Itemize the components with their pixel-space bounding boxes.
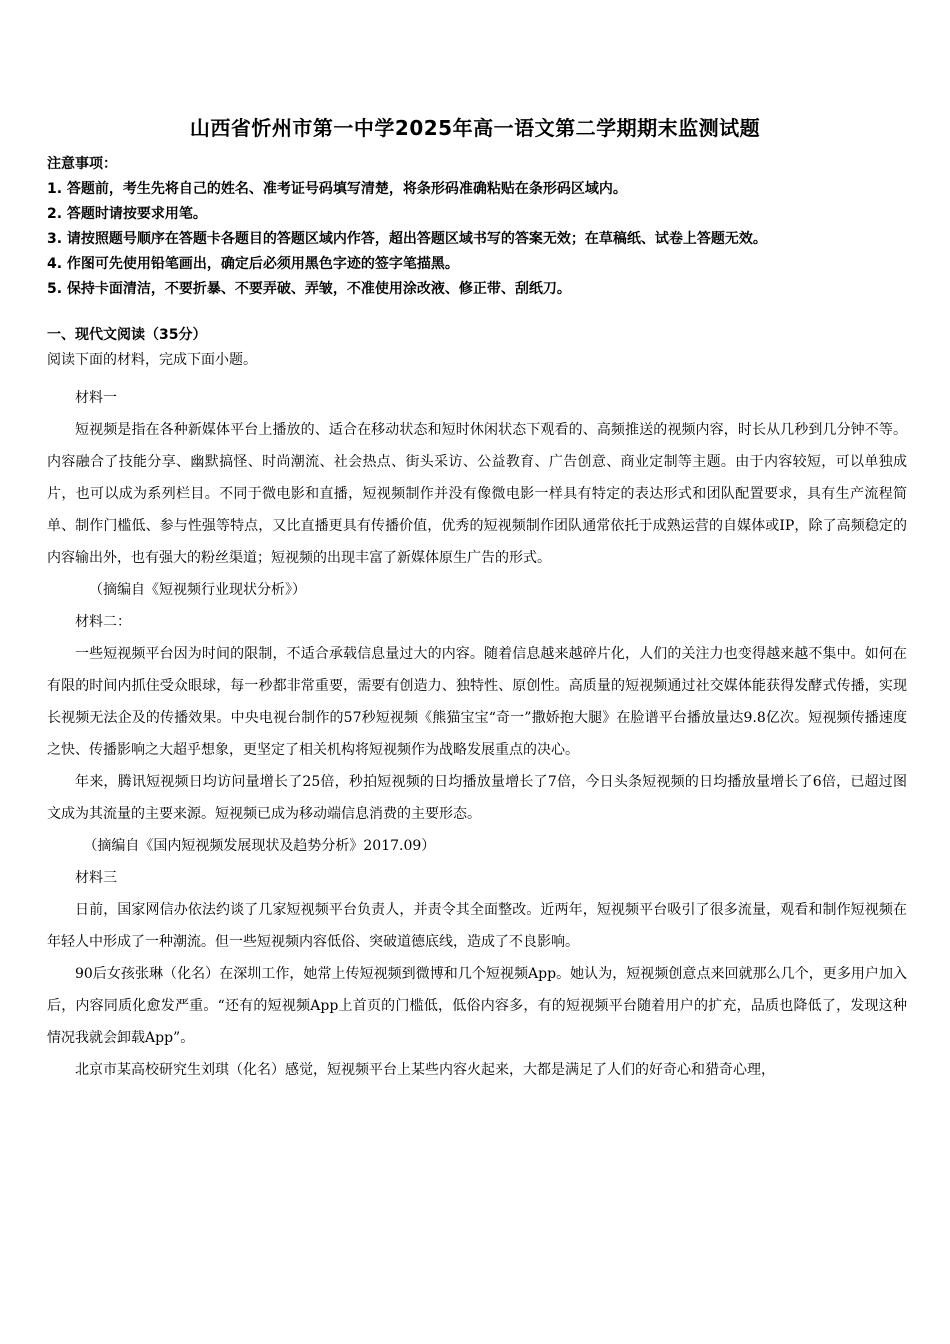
material-source: （摘编自《短视频行业现状分析》）	[89, 582, 306, 598]
notice-heading: 注意事项：	[47, 156, 117, 172]
material-paragraph: 一些短视频平台因为时间的限制，不适合承载信息量过大的内容。随着信息越来越碎片化，人们的关注力也变得越来越不集中。如何在有限的时间内抓住受众眼球，每一秒都非常重要，需要有创造力、独特性、原创性。高质量的短视频通过社交媒体能获得发酵式传播，实现长视频无法企及的传播效果。中央电视台制作的57秒短视频《熊猫宝宝“奇一”撒娇抱大腿》在脸谱平台播放量达9.8亿次。短视频传播速度之快、传播影响之大超乎想象，更坚定了相关机构将短视频作为战略发展重点的决心。	[47, 646, 907, 758]
material-label: 材料二：	[75, 614, 131, 630]
material-label: 材料三	[75, 870, 117, 886]
notice-item: 3. 请按照题号顺序在答题卡各题目的答题区域内作答，超出答题区域书写的答案无效；在草稿纸、试卷上答题无效。	[47, 231, 767, 247]
reading-material	[47, 382, 907, 1086]
exam-title: 山西省忻州市第一中学2025年高一语文第二学期期末监测试题	[189, 116, 761, 140]
section-intro: 阅读下面的材料，完成下面小题。	[47, 352, 257, 368]
notice-item: 4. 作图可先使用铅笔画出，确定后必须用黑色字迹的签字笔描黑。	[47, 256, 459, 272]
notice-item: 1. 答题前，考生先将自己的姓名、准考证号码填写清楚，将条形码准确粘贴在条形码区域内。	[47, 181, 627, 197]
material-paragraph: 北京市某高校研究生刘琪（化名）感觉，短视频平台上某些内容火起来，大都是满足了人们的好奇心和猎奇心理，	[75, 1062, 775, 1078]
material-paragraph: 90后女孩张琳（化名）在深圳工作，她常上传短视频到微博和几个短视频App。她认为，短视频创意点来回就那么几个，更多用户加入后，内容同质化愈发严重。“还有的短视频App上首页的门槛低，低俗内容多，有的短视频平台随着用户的扩充，品质也降低了，发现这种情况我就会卸载App”。	[47, 966, 907, 1046]
material-paragraph: 年来，腾讯短视频日均访问量增长了25倍，秒拍短视频的日均播放量增长了7倍，今日头条短视频的日均播放量增长了6倍，已超过图文成为其流量的主要来源。短视频已成为移动端信息消费的主要形态。	[47, 774, 907, 822]
material-source: （摘编自《国内短视频发展现状及趋势分析》2017.09）	[83, 838, 436, 854]
material-paragraph: 短视频是指在各种新媒体平台上播放的、适合在移动状态和短时休闲状态下观看的、高频推送的视频内容，时长从几秒到几分钟不等。内容融合了技能分享、幽默搞怪、时尚潮流、社会热点、街头采访、公益教育、广告创意、商业定制等主题。由于内容较短，可以单独成片，也可以成为系列栏目。不同于微电影和直播，短视频制作并没有像微电影一样具有特定的表达形式和团队配置要求，具有生产流程简单、制作门槛低、参与性强等特点，又比直播更具有传播价值，优秀的短视频制作团队通常依托于成熟运营的自媒体或IP，除了高频稳定的内容输出外，也有强大的粉丝渠道；短视频的出现丰富了新媒体原生广告的形式。	[47, 422, 907, 566]
notice-block	[47, 152, 917, 302]
material-label: 材料一	[75, 390, 117, 406]
section-heading: 一、现代文阅读（35分）	[47, 327, 207, 343]
notice-item: 2. 答题时请按要求用笔。	[47, 206, 207, 222]
material-paragraph: 日前，国家网信办依法约谈了几家短视频平台负责人，并责令其全面整改。近两年，短视频平台吸引了很多流量，观看和制作短视频在年轻人中形成了一种潮流。但一些短视频内容低俗、突破道德底线，造成了不良影响。	[47, 902, 907, 950]
notice-item: 5. 保持卡面清洁，不要折暴、不要弄破、弄皱，不准使用涂改液、修正带、刮纸刀。	[47, 281, 571, 297]
